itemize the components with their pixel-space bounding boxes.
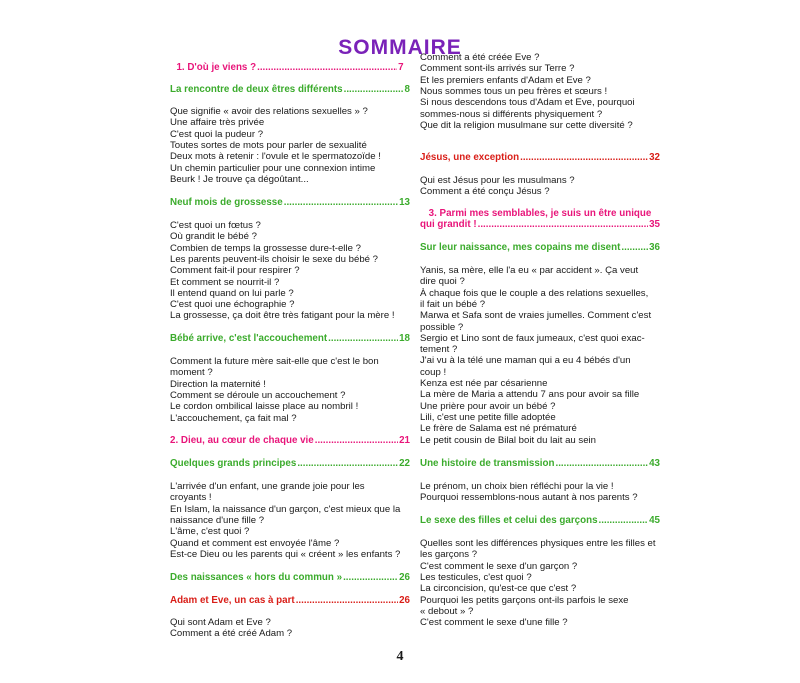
toc-item: Kenza est née par césarienne (420, 378, 548, 389)
toc-item: Le petit cousin de Bilal boit du lait au sein (420, 434, 596, 446)
toc-leader-dots (343, 572, 398, 583)
toc-item: L'arrivée d'un enfant, une grande joie pour les (170, 481, 365, 492)
toc-section-sexe (420, 515, 660, 526)
toc-item: sommes-nous si différents physiquement ? (420, 108, 603, 120)
toc-item: Une affaire très privée (170, 117, 265, 129)
toc-item: Comment fait-il pour respirer ? (170, 265, 300, 277)
toc-item: Qui est Jésus pour les musulmans ? (420, 175, 575, 186)
toc-item: Lili, c'est une petite fille adoptée (420, 411, 556, 423)
toc-section-page: 26 (399, 572, 410, 583)
toc-item: Comment a été conçu Jésus ? (420, 186, 550, 198)
toc-section-page: 18 (399, 333, 410, 344)
toc-section-page: 43 (649, 458, 660, 469)
toc-section-page: 26 (399, 595, 410, 606)
toc-section-label: Une histoire de transmission (420, 458, 555, 469)
toc-leader-dots (297, 458, 398, 469)
toc-item: Est-ce Dieu ou les parents qui « créent » les enfants ? (170, 548, 401, 560)
toc-section-label: Le sexe des filles et celui des garçons (420, 515, 598, 526)
toc-item: En Islam, la naissance d'un garçon, c'est mieux que la (170, 503, 401, 515)
toc-item: Le prénom, un choix bien réfléchi pour la vie ! (420, 481, 614, 492)
toc-item: Sergio et Lino sont de faux jumeaux, c'est quoi exac- (420, 332, 645, 344)
toc-item: Nous sommes tous un peu frères et sœurs ! (420, 85, 608, 97)
toc-section-page: 36 (649, 242, 660, 253)
toc-leader-dots (520, 152, 648, 163)
toc-section-transmission (420, 458, 660, 469)
toc-item: possible ? (420, 321, 464, 333)
toc-item: C'est quoi un fœtus ? (170, 220, 261, 231)
toc-section-page: 8 (404, 84, 410, 95)
toc-item: dire quoi ? (420, 276, 465, 288)
toc-item: Les testicules, c'est quoi ? (420, 571, 532, 583)
toc-part-2 (170, 435, 410, 446)
toc-item: À chaque fois que le couple a des relations sexuelles, (420, 287, 649, 299)
toc-section-adam-eve (170, 595, 410, 606)
toc-leader-dots (599, 515, 649, 526)
toc-section-label: Quelques grands principes (170, 458, 297, 469)
toc-item: Comment la future mère sait-elle que c'est le bon (170, 356, 379, 367)
toc-section-copains (420, 242, 660, 253)
toc-item: les garçons ? (420, 549, 478, 561)
toc-section-label: Des naissances « hors du commun » (170, 572, 343, 583)
toc-item: Que signifie « avoir des relations sexuelles » ? (170, 106, 368, 117)
toc-part-2-label: 2. Dieu, au cœur de chaque vie (170, 435, 314, 446)
toc-item: Pourquoi les petits garçons ont-ils parfois le sexe (420, 594, 629, 606)
toc-section-page: 32 (649, 152, 660, 163)
toc-item: Un chemin particulier pour une connexion intime (170, 162, 376, 174)
toc-item: coup ! (420, 366, 447, 378)
toc-part-3-label-line1: 3. Parmi mes semblables, je suis un être unique (428, 208, 652, 219)
toc-item: Comment se déroule un accouchement ? (170, 389, 346, 401)
toc-section-principes (170, 458, 410, 469)
toc-part-3-label-line2: qui grandit ! (420, 219, 477, 230)
toc-item: J'ai vu à la télé une maman qui a eu 4 bébés d'un (420, 355, 631, 367)
toc-item: Toutes sortes de mots pour parler de sexualité (170, 139, 367, 151)
toc-section-rencontre (170, 84, 410, 95)
toc-item: Combien de temps la grossesse dure-t-elle ? (170, 242, 361, 254)
toc-item: « debout » ? (420, 605, 474, 617)
toc-leader-dots (315, 435, 398, 446)
toc-item: Une prière pour avoir un bébé ? (420, 400, 556, 412)
toc-section-page: 45 (649, 515, 660, 526)
toc-item: Il entend quand on lui parle ? (170, 287, 294, 299)
toc-section-jesus (420, 152, 660, 163)
toc-section-label: Sur leur naissance, mes copains me disent (420, 242, 621, 253)
toc-item: Où grandit le bébé ? (170, 231, 257, 243)
toc-leader-dots (344, 84, 404, 95)
toc-item: tement ? (420, 344, 458, 356)
toc-item: C'est quoi la pudeur ? (170, 128, 264, 140)
toc-leader-dots (296, 595, 398, 606)
toc-item: Le cordon ombilical laisse place au nombril ! (170, 401, 359, 413)
toc-part-2-page: 21 (399, 435, 410, 446)
toc-item: L'âme, c'est quoi ? (170, 526, 250, 538)
toc-item: C'est comment le sexe d'une fille ? (420, 617, 568, 629)
toc-item: Marwa et Safa sont de vraies jumelles. Comment c'est (420, 310, 652, 322)
toc-part-1 (170, 62, 410, 73)
toc-item: Le frère de Salama est né prématuré (420, 423, 577, 435)
toc-section-accouchement (170, 333, 410, 344)
toc-item: La mère de Maria a attendu 7 ans pour avoir sa fille (420, 389, 640, 401)
toc-leader-dots (284, 197, 398, 208)
toc-part-3-row2 (420, 219, 660, 230)
toc-item: Si nous descendons tous d'Adam et Eve, pourquoi (420, 97, 635, 109)
page-number: 4 (396, 649, 404, 664)
toc-item: Comment a été créée Eve ? (420, 52, 540, 63)
toc-part-3 (420, 208, 660, 230)
toc-item: La grossesse, ça doit être très fatigant pour la mère ! (170, 310, 395, 322)
toc-item: Yanis, sa mère, elle l'a eu « par accident ». Ça veut (420, 265, 639, 276)
toc-leader-dots (328, 333, 398, 344)
toc-item: Direction la maternité ! (170, 378, 266, 390)
toc-section-label: La rencontre de deux êtres différents (170, 84, 343, 95)
toc-item: Comment a été créé Adam ? (170, 628, 293, 640)
toc-leader-dots (257, 62, 397, 73)
toc-item: Que dit la religion musulmane sur cette diversité ? (420, 119, 633, 131)
toc-section-page: 22 (399, 458, 410, 469)
toc-part-1-label: 1. D'où je viens ? (176, 62, 257, 73)
toc-part-3-page: 35 (649, 219, 660, 230)
toc-section-naissances (170, 572, 410, 583)
toc-item: Qui sont Adam et Eve ? (170, 617, 271, 628)
toc-item: moment ? (170, 367, 213, 379)
toc-item: naissance d'une fille ? (170, 514, 265, 526)
toc-item: croyants ! (170, 492, 212, 504)
toc-item: Pourquoi ressemblons-nous autant à nos parents ? (420, 492, 638, 504)
toc-leader-dots (555, 458, 648, 469)
page-title: SOMMAIRE (338, 36, 462, 59)
toc-item: Comment sont-ils arrivés sur Terre ? (420, 63, 575, 75)
toc-section-grossesse (170, 197, 410, 208)
toc-section-label: Adam et Eve, un cas à part (170, 595, 295, 606)
toc-item: Les parents peuvent-ils choisir le sexe du bébé ? (170, 253, 378, 265)
toc-item: Quand et comment est envoyée l'âme ? (170, 537, 340, 549)
toc-leader-dots (478, 219, 648, 230)
toc-item: C'est quoi une échographie ? (170, 299, 295, 311)
toc-part-1-page: 7 (398, 62, 404, 73)
toc-section-page: 13 (399, 197, 410, 208)
toc-item: Et les premiers enfants d'Adam et Eve ? (420, 74, 591, 86)
toc-item: il fait un bébé ? (420, 298, 486, 310)
toc-item: Et comment se nourrit-il ? (170, 276, 280, 288)
toc-section-label: Neuf mois de grossesse (170, 197, 283, 208)
toc-item: Deux mots à retenir : l'ovule et le spermatozoïde ! (170, 151, 381, 163)
toc-item: C'est comment le sexe d'un garçon ? (420, 560, 578, 572)
toc-item: L'accouchement, ça fait mal ? (170, 412, 297, 424)
toc-item: La circoncision, qu'est-ce que c'est ? (420, 583, 577, 595)
toc-item: Quelles sont les différences physiques entre les filles et (420, 538, 656, 549)
toc-section-label: Bébé arrive, c'est l'accouchement (170, 333, 328, 344)
toc-section-label: Jésus, une exception (420, 152, 520, 163)
toc-item: Beurk ! Je trouve ça dégoûtant... (170, 173, 309, 185)
toc-leader-dots (621, 242, 648, 253)
